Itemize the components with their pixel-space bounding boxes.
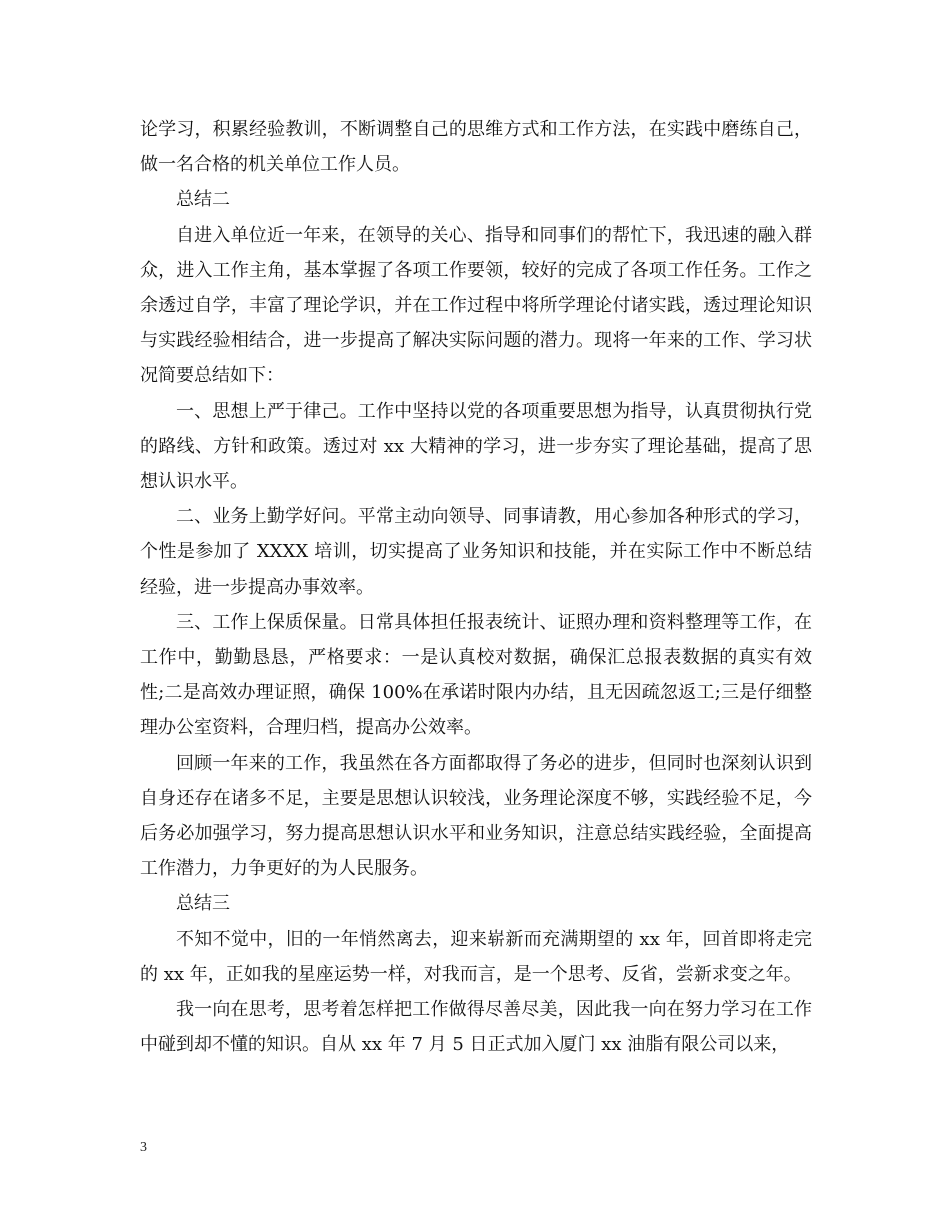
paragraph-intro: 自进入单位近一年来，在领导的关心、指导和同事们的帮忙下，我迅速的融入群众，进入工作主角，基本掌握了各项工作要领，较好的完成了各项工作任务。工作之余透过自学，丰富了理论学识，并在工作过程中将所学理论付诸实践，透过理论知识与实践经验相结合，进一步提高了解决实际问题的潜力。现将一年来的工作、学习状况简要总结如下： — [140, 224, 812, 387]
paragraph-year-intro: 不知不觉中，旧的一年悄然离去，迎来崭新而充满期望的 xx 年，回首即将走完的 xx 年，正如我的星座运势一样，对我而言，是一个思考、反省，尝新求变之年。 — [140, 928, 812, 985]
paragraph-point-3: 三、工作上保质保量。日常具体担任报表统计、证照办理和资料整理等工作，在工作中，勤勤恳恳，严格要求：一是认真校对数据，确保汇总报表数据的真实有效性;二是高效办理证照，确保 100%在承诺时限内办结，且无因疏忽返工;三是仔细整理办公室资料，合理归档，提高办公效率。 — [140, 611, 812, 739]
paragraph-1: 论学习，积累经验教训，不断调整自己的思维方式和工作方法，在实践中磨练自己，做一名合格的机关单位工作人员。 — [140, 119, 812, 176]
section-heading-2: 总结二 — [176, 189, 230, 211]
section-heading-3: 总结三 — [176, 893, 230, 915]
paragraph-point-1: 一、思想上严于律己。工作中坚持以党的各项重要思想为指导，认真贯彻执行党的路线、方针和政策。透过对 xx 大精神的学习，进一步夯实了理论基础，提高了思想认识水平。 — [140, 400, 812, 493]
paragraph-review: 回顾一年来的工作，我虽然在各方面都取得了务必的进步，但同时也深刻认识到自身还存在诸多不足，主要是思想认识较浅，业务理论深度不够，实践经验不足，今后务必加强学习，努力提高思想认识水平和业务知识，注意总结实践经验，全面提高工作潜力，力争更好的为人民服务。 — [140, 752, 812, 880]
paragraph-point-2: 二、业务上勤学好问。平常主动向领导、同事请教，用心参加各种形式的学习，个性是参加了 XXXX 培训，切实提高了业务知识和技能，并在实际工作中不断总结经验，进一步提高办事效率。 — [140, 506, 812, 598]
paragraph-thinking: 我一向在思考，思考着怎样把工作做得尽善尽美，因此我一向在努力学习在工作中碰到却不懂的知识。自从 xx 年 7 月 5 日正式加入厦门 xx 油脂有限公司以来， — [140, 999, 812, 1056]
page-number: 3 — [140, 1140, 147, 1155]
document-body — [140, 112, 812, 1062]
